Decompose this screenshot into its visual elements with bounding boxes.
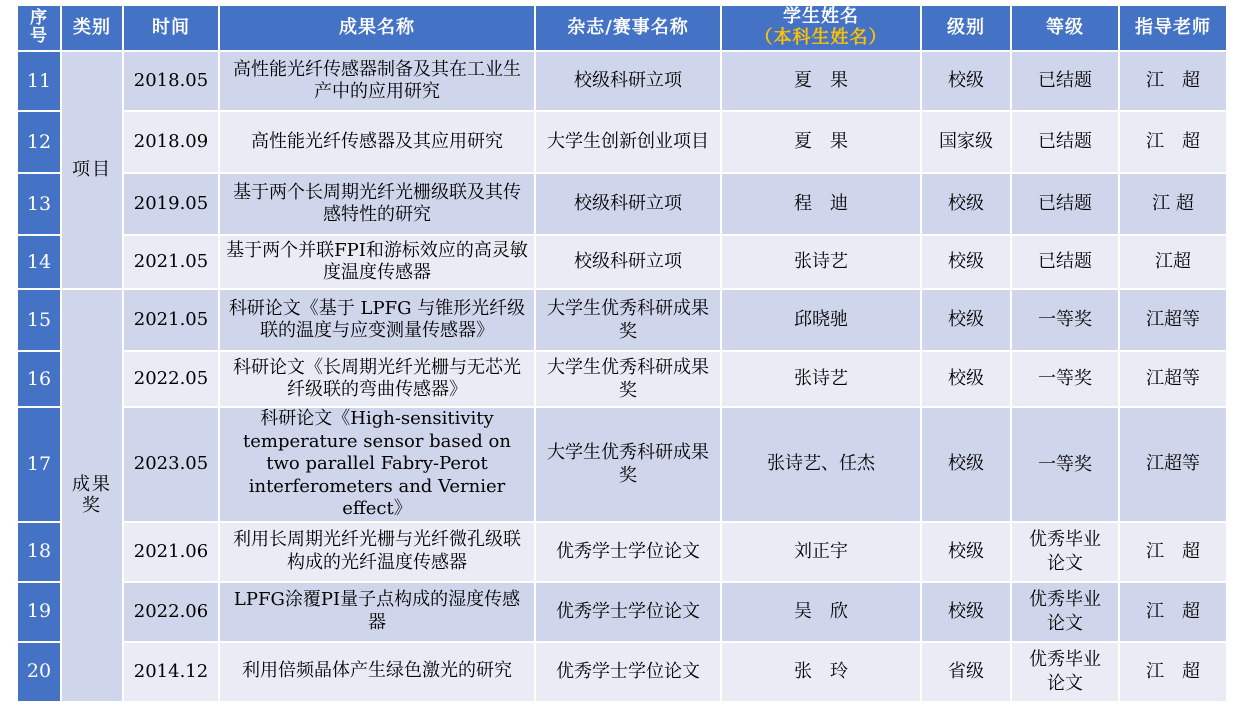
header-advisor: 指导老师 (1119, 5, 1227, 51)
row-seq: 12 (17, 111, 61, 173)
row-seq: 18 (17, 522, 61, 582)
row-journal: 大学生优秀科研成果奖 (535, 289, 721, 351)
row-seq: 17 (17, 407, 61, 522)
row-seq: 16 (17, 351, 61, 407)
table-header-row (17, 5, 1227, 51)
row-student: 夏 果 (721, 51, 921, 111)
row-level: 校级 (921, 522, 1011, 582)
row-student: 夏 果 (721, 111, 921, 173)
row-title: 高性能光纤传感器制备及其在工业生产中的应用研究 (219, 51, 535, 111)
row-journal: 优秀学士学位论文 (535, 522, 721, 582)
header-student (721, 5, 921, 51)
row-level: 校级 (921, 289, 1011, 351)
header-student-main: 学生姓名 (783, 6, 859, 28)
row-journal: 优秀学士学位论文 (535, 582, 721, 642)
row-title: 利用长周期光纤光栅与光纤微孔级联构成的光纤温度传感器 (219, 522, 535, 582)
row-seq: 20 (17, 642, 61, 702)
row-journal: 校级科研立项 (535, 173, 721, 235)
row-student: 程 迪 (721, 173, 921, 235)
row-level: 校级 (921, 51, 1011, 111)
row-journal: 校级科研立项 (535, 51, 721, 111)
header-seq (17, 5, 61, 51)
row-title: 高性能光纤传感器及其应用研究 (219, 111, 535, 173)
row-journal: 大学生优秀科研成果奖 (535, 351, 721, 407)
row-time: 2021.06 (123, 522, 219, 582)
row-advisor: 江 超 (1119, 522, 1227, 582)
row-time: 2018.09 (123, 111, 219, 173)
row-seq: 13 (17, 173, 61, 235)
row-grade: 优秀毕业论文 (1011, 642, 1119, 702)
row-grade: 已结题 (1011, 111, 1119, 173)
row-level: 校级 (921, 351, 1011, 407)
row-title: 基于两个长周期光纤光栅级联及其传感特性的研究 (219, 173, 535, 235)
row-student: 张诗艺、任杰 (721, 407, 921, 522)
row-grade: 一等奖 (1011, 351, 1119, 407)
achievements-table (16, 4, 1228, 703)
row-title: LPFG涂覆PI量子点构成的湿度传感器 (219, 582, 535, 642)
row-level: 校级 (921, 407, 1011, 522)
table-row (17, 407, 1227, 522)
row-time: 2021.05 (123, 289, 219, 351)
row-level: 省级 (921, 642, 1011, 702)
row-seq: 11 (17, 51, 61, 111)
row-time: 2021.05 (123, 235, 219, 289)
table-row (17, 582, 1227, 642)
row-level: 校级 (921, 235, 1011, 289)
row-student: 刘正宇 (721, 522, 921, 582)
table-row (17, 111, 1227, 173)
row-title: 科研论文《High-sensitivity temperature sensor based on two parallel Fabry-Perot interferometers and Vernier effect》 (219, 407, 535, 522)
row-level: 校级 (921, 582, 1011, 642)
row-grade: 一等奖 (1011, 289, 1119, 351)
table-row (17, 173, 1227, 235)
row-time: 2014.12 (123, 642, 219, 702)
row-grade: 优秀毕业论文 (1011, 582, 1119, 642)
table-row (17, 51, 1227, 111)
row-grade: 一等奖 (1011, 407, 1119, 522)
row-level: 校级 (921, 173, 1011, 235)
row-journal: 大学生优秀科研成果奖 (535, 407, 721, 522)
row-advisor: 江 超 (1119, 51, 1227, 111)
row-title: 科研论文《基于 LPFG 与锥形光纤级联的温度与应变测量传感器》 (219, 289, 535, 351)
header-time: 时间 (123, 5, 219, 51)
header-student-sub: （本科生姓名） (754, 27, 888, 48)
header-grade: 等级 (1011, 5, 1119, 51)
header-category: 类别 (61, 5, 123, 51)
row-title: 利用倍频晶体产生绿色激光的研究 (219, 642, 535, 702)
table-row (17, 235, 1227, 289)
row-advisor: 江超等 (1119, 351, 1227, 407)
row-advisor: 江 超 (1119, 582, 1227, 642)
row-advisor: 江 超 (1119, 173, 1227, 235)
table-body (17, 51, 1227, 702)
row-advisor: 江超 (1119, 235, 1227, 289)
row-advisor: 江 超 (1119, 642, 1227, 702)
row-student: 张 玲 (721, 642, 921, 702)
header-level: 级别 (921, 5, 1011, 51)
table-row (17, 289, 1227, 351)
row-student: 吴 欣 (721, 582, 921, 642)
row-time: 2018.05 (123, 51, 219, 111)
row-grade: 已结题 (1011, 173, 1119, 235)
row-grade: 优秀毕业论文 (1011, 522, 1119, 582)
row-journal: 大学生创新创业项目 (535, 111, 721, 173)
table-row (17, 522, 1227, 582)
row-time: 2022.05 (123, 351, 219, 407)
row-journal: 优秀学士学位论文 (535, 642, 721, 702)
category-project: 项目 (61, 51, 123, 289)
row-seq: 19 (17, 582, 61, 642)
row-advisor: 江超等 (1119, 289, 1227, 351)
row-title: 科研论文《长周期光纤光栅与无芯光纤级联的弯曲传感器》 (219, 351, 535, 407)
row-student: 张诗艺 (721, 351, 921, 407)
row-time: 2019.05 (123, 173, 219, 235)
row-time: 2022.06 (123, 582, 219, 642)
table-row (17, 642, 1227, 702)
row-journal: 校级科研立项 (535, 235, 721, 289)
row-title: 基于两个并联FPI和游标效应的高灵敏度温度传感器 (219, 235, 535, 289)
category-award: 成果 奖 (61, 289, 123, 702)
row-time: 2023.05 (123, 407, 219, 522)
row-student: 张诗艺 (721, 235, 921, 289)
row-seq: 15 (17, 289, 61, 351)
header-title: 成果名称 (219, 5, 535, 51)
row-advisor: 江 超 (1119, 111, 1227, 173)
row-advisor: 江超等 (1119, 407, 1227, 522)
header-seq-label: 序 号 (30, 8, 48, 46)
row-level: 国家级 (921, 111, 1011, 173)
row-student: 邱晓驰 (721, 289, 921, 351)
row-seq: 14 (17, 235, 61, 289)
header-journal: 杂志/赛事名称 (535, 5, 721, 51)
row-grade: 已结题 (1011, 235, 1119, 289)
table-row (17, 351, 1227, 407)
row-grade: 已结题 (1011, 51, 1119, 111)
